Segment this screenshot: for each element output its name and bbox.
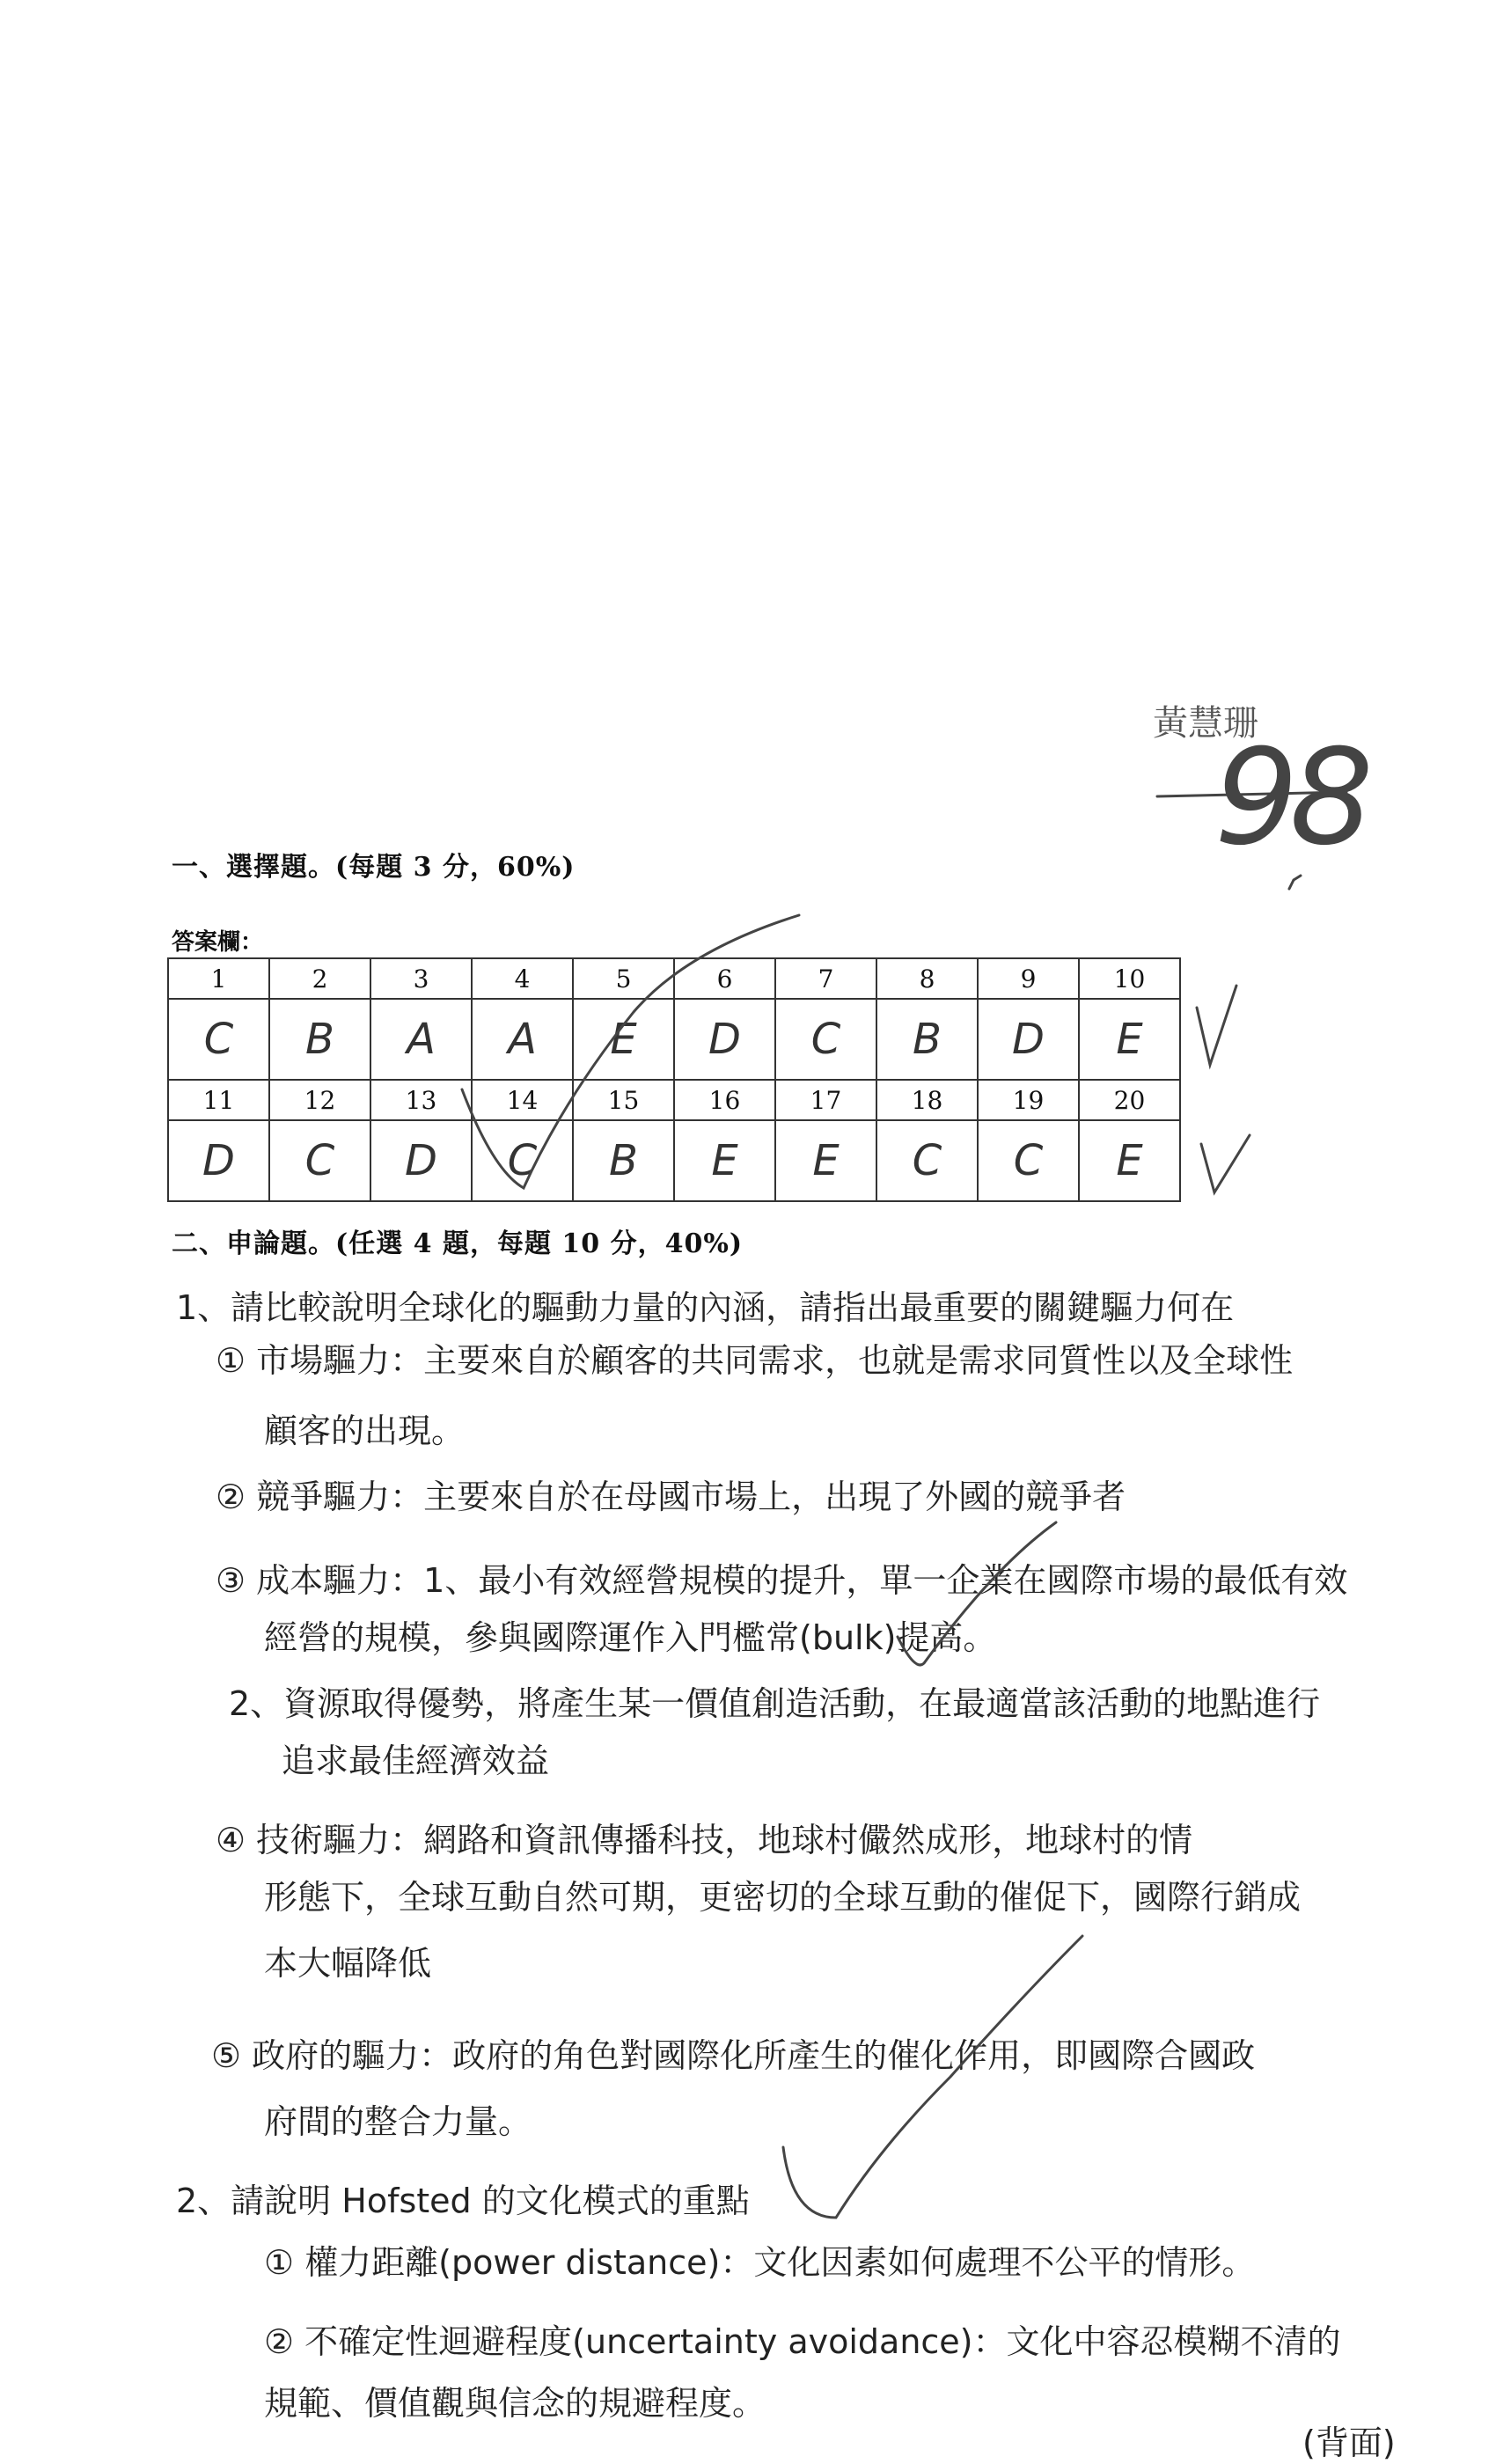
question-number: 9 xyxy=(978,958,1079,999)
q1-point3-line4: 追求最佳經濟效益 xyxy=(282,1742,550,1780)
question-number: 10 xyxy=(1079,958,1180,999)
answer-cell: E xyxy=(1079,1120,1180,1201)
question-number: 2 xyxy=(269,958,370,999)
q1-point5-line1: ⑤ 政府的驅力：政府的角色對國際化所產生的催化作用，即國際合國政 xyxy=(211,2036,1256,2075)
q1-point3-line3: 2、資源取得優勢，將產生某一價值創造活動，在最適當該活動的地點進行 xyxy=(229,1684,1321,1723)
question-number: 4 xyxy=(472,958,573,999)
answer-cell: D xyxy=(978,999,1079,1080)
answer-cell: C xyxy=(168,999,269,1080)
answer-cell: C xyxy=(472,1120,573,1201)
q1-point4-line3: 本大幅降低 xyxy=(264,1944,432,1983)
answer-cell: C xyxy=(978,1120,1079,1201)
q1-question: 1、請比較說明全球化的驅動力量的內涵，請指出最重要的關鍵驅力何在 xyxy=(176,1288,1235,1327)
question-number: 7 xyxy=(775,958,876,999)
answer-cell: B xyxy=(573,1120,674,1201)
essay-check-mark-1 xyxy=(898,1522,1056,1665)
essay-check-mark-2 xyxy=(783,1936,1082,2218)
question-number: 16 xyxy=(674,1080,775,1120)
q1-point1-line1: ① 市場驅力：主要來自於顧客的共同需求，也就是需求同質性以及全球性 xyxy=(216,1341,1294,1380)
answer-cell: E xyxy=(573,999,674,1080)
question-number: 1 xyxy=(168,958,269,999)
answer-cell: C xyxy=(775,999,876,1080)
q1-point4-line2: 形態下，全球互動自然可期，更密切的全球互動的催促下，國際行銷成 xyxy=(264,1878,1302,1917)
answer-cell: B xyxy=(269,999,370,1080)
answer-cell: B xyxy=(876,999,978,1080)
question-number: 12 xyxy=(269,1080,370,1120)
q1-point1-line2: 顧客的出現。 xyxy=(264,1412,466,1450)
row2-tick xyxy=(1201,1135,1250,1192)
answer-cell: E xyxy=(1079,999,1180,1080)
q1-point3-line1: ③ 成本驅力：1、最小有效經營規模的提升，單一企業在國際市場的最低有效 xyxy=(216,1561,1348,1600)
answer-cell: C xyxy=(269,1120,370,1201)
section1-title: 一、選擇題。(每題 3 分，60%) xyxy=(172,852,576,883)
student-name: 黃慧珊 xyxy=(1153,703,1258,744)
answer-label: 答案欄： xyxy=(172,929,264,956)
answer-cell: D xyxy=(674,999,775,1080)
question-number: 14 xyxy=(472,1080,573,1120)
answer-cell: E xyxy=(775,1120,876,1201)
answer-cell: D xyxy=(370,1120,472,1201)
question-number: 8 xyxy=(876,958,978,999)
q1-point5-line2: 府間的整合力量。 xyxy=(264,2102,532,2141)
row1-tick xyxy=(1197,986,1236,1065)
q2-point1: ① 權力距離(power distance)：文化因素如何處理不公平的情形。 xyxy=(264,2243,1256,2282)
q1-point2: ② 競爭驅力：主要來自於在母國市場上，出現了外國的競爭者 xyxy=(216,1478,1126,1516)
table-check-mark xyxy=(462,915,799,1188)
score-tick xyxy=(1289,876,1301,889)
score-underline xyxy=(1157,792,1346,796)
q2-point2-line1: ② 不確定性迴避程度(uncertainty avoidance)：文化中容忍模糊不清的 xyxy=(264,2322,1341,2361)
answer-cell: C xyxy=(876,1120,978,1201)
section2-title: 二、申論題。(任選 4 題，每題 10 分，40%) xyxy=(172,1228,744,1259)
question-number: 15 xyxy=(573,1080,674,1120)
q2-point2-line2: 規範、價值觀與信念的規避程度。 xyxy=(264,2384,766,2423)
question-number: 17 xyxy=(775,1080,876,1120)
see-back-note: (背面) xyxy=(1302,2424,1396,2462)
q1-point3-line2: 經營的規模，參與國際運作入門檻常(bulk)提高。 xyxy=(264,1618,997,1657)
question-number: 18 xyxy=(876,1080,978,1120)
answer-cell: A xyxy=(370,999,472,1080)
question-number: 20 xyxy=(1079,1080,1180,1120)
question-number: 19 xyxy=(978,1080,1079,1120)
q1-point4-line1: ④ 技術驅力：網路和資訊傳播科技，地球村儼然成形，地球村的情 xyxy=(216,1821,1193,1859)
question-number: 3 xyxy=(370,958,472,999)
q2-question: 2、請說明 Hofsted 的文化模式的重點 xyxy=(176,2182,750,2220)
question-number: 5 xyxy=(573,958,674,999)
answer-cell: E xyxy=(674,1120,775,1201)
score: 98 xyxy=(1214,722,1365,875)
question-number: 13 xyxy=(370,1080,472,1120)
question-number: 11 xyxy=(168,1080,269,1120)
answer-cell: A xyxy=(472,999,573,1080)
question-number: 6 xyxy=(674,958,775,999)
answer-cell: D xyxy=(168,1120,269,1201)
